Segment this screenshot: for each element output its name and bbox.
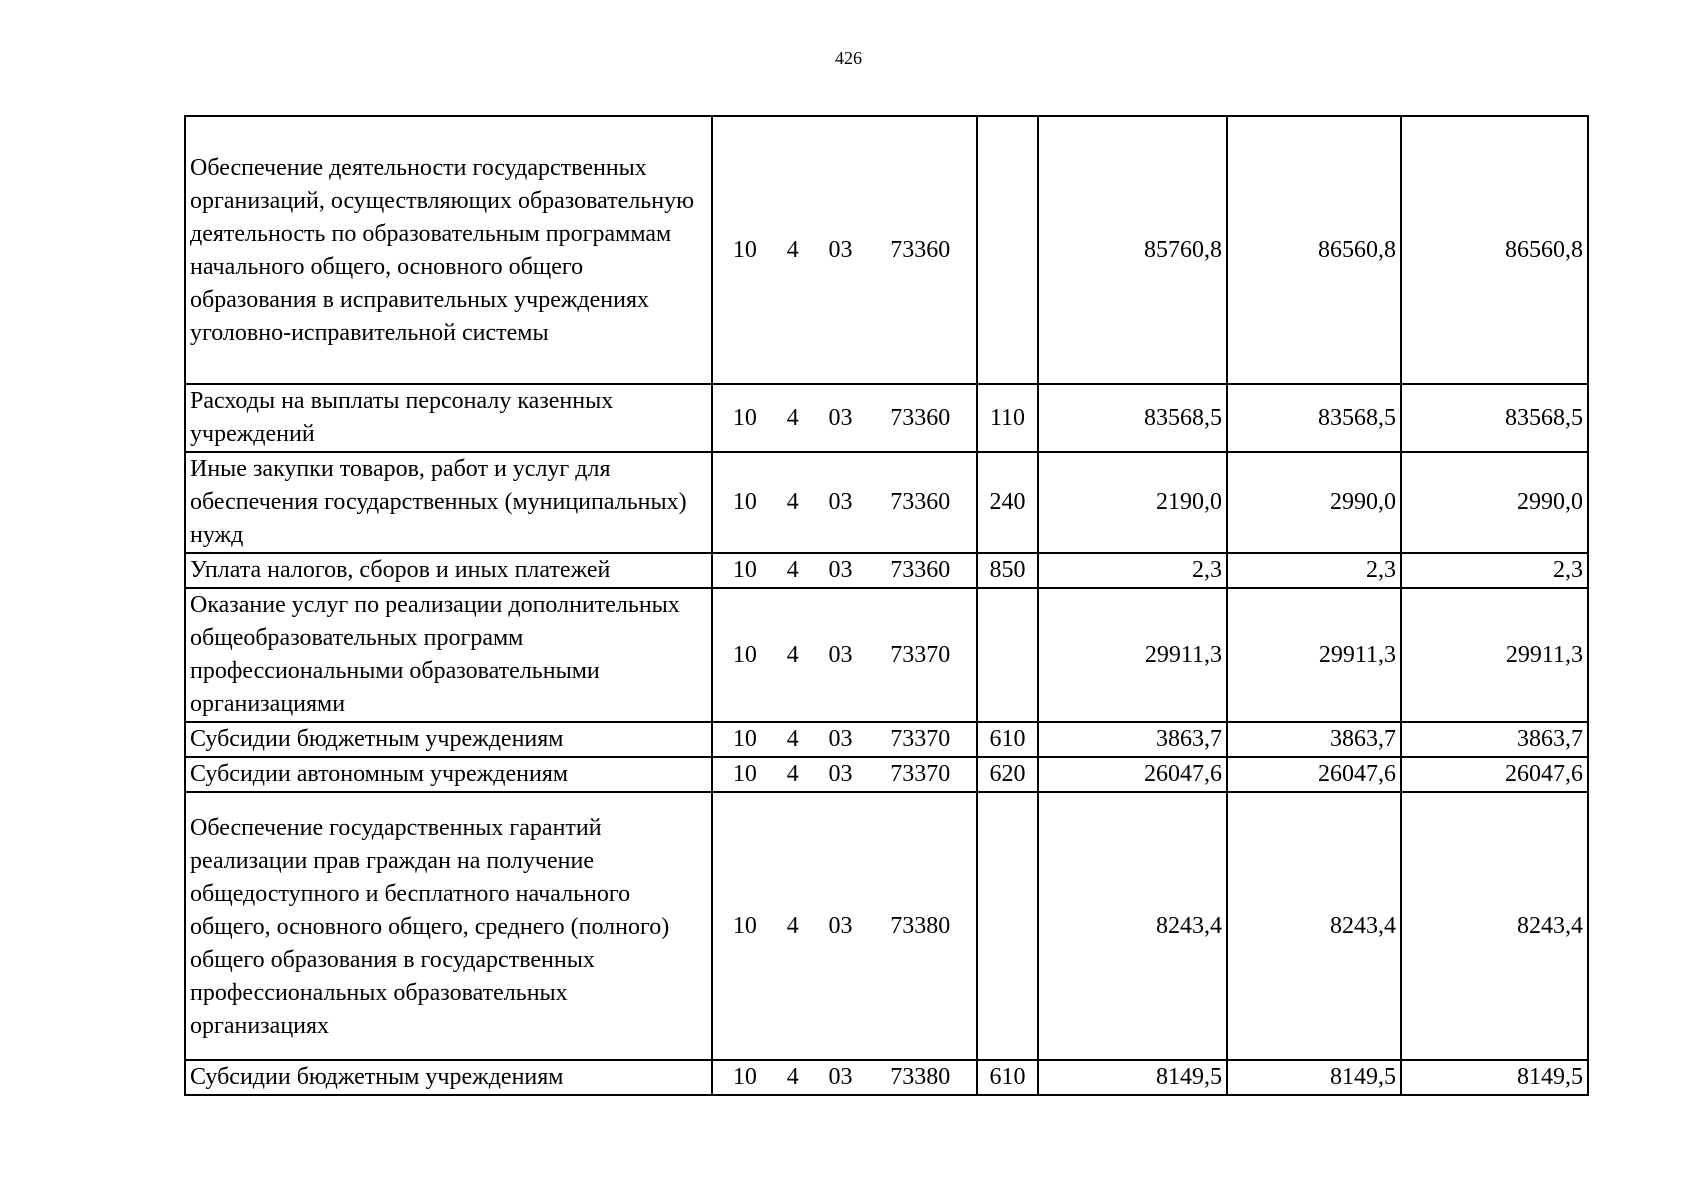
amount-3: 2,3: [1401, 553, 1588, 588]
code-razdel: 10: [732, 912, 757, 939]
amount-3: 26047,6: [1401, 757, 1588, 792]
row-name: Иные закупки товаров, работ и услуг для обеспечения государственных (муниципальных) нужд: [185, 452, 712, 553]
budget-table: [184, 115, 1589, 1096]
code-sub: 03: [828, 761, 853, 787]
table-row: [185, 452, 1588, 553]
code-sub: 03: [828, 557, 853, 583]
table-row: [185, 1060, 1588, 1095]
amount-3: 8149,5: [1401, 1060, 1588, 1095]
code-expense-type: 240: [977, 452, 1038, 553]
code-razdel: 10: [732, 557, 757, 583]
code-razdel: 10: [732, 1064, 757, 1090]
code-target: 73360: [890, 236, 951, 263]
row-codes: [712, 553, 977, 588]
row-codes: [712, 384, 977, 452]
code-target: 73360: [890, 557, 951, 583]
row-codes: [712, 722, 977, 757]
row-name: Субсидии автономным учреждениям: [185, 757, 712, 792]
table-row: [185, 792, 1588, 1060]
code-podrazdel: 4: [786, 912, 799, 939]
code-target: 73370: [890, 761, 951, 787]
amount-1: 2,3: [1038, 553, 1227, 588]
amount-1: 3863,7: [1038, 722, 1227, 757]
amount-2: 26047,6: [1227, 757, 1401, 792]
code-podrazdel: 4: [786, 236, 799, 263]
amount-1: 8243,4: [1038, 792, 1227, 1060]
code-target: 73370: [890, 641, 951, 668]
table-row: [185, 757, 1588, 792]
code-expense-type: 610: [977, 722, 1038, 757]
code-razdel: 10: [732, 404, 757, 431]
code-razdel: 10: [732, 726, 757, 752]
row-name: Субсидии бюджетным учреждениям: [185, 722, 712, 757]
code-sub: 03: [828, 912, 853, 939]
amount-3: 2990,0: [1401, 452, 1588, 553]
code-target: 73360: [890, 489, 951, 515]
code-sub: 03: [828, 726, 853, 752]
code-podrazdel: 4: [786, 1064, 799, 1090]
row-name: Оказание услуг по реализации дополнительных общеобразовательных программ профессиональными образовательными организациями: [185, 588, 712, 722]
amount-2: 8149,5: [1227, 1060, 1401, 1095]
row-codes: [712, 792, 977, 1060]
amount-2: 2990,0: [1227, 452, 1401, 553]
amount-1: 2190,0: [1038, 452, 1227, 553]
code-target: 73380: [890, 1064, 951, 1090]
table-row: [185, 553, 1588, 588]
code-razdel: 10: [732, 489, 757, 515]
row-name: Обеспечение государственных гарантий реализации прав граждан на получение общедоступного и бесплатного начального общего, основного общего, среднего (полного) общего образования в государственных профессиональных образовательных организациях: [185, 792, 712, 1060]
amount-1: 8149,5: [1038, 1060, 1227, 1095]
code-podrazdel: 4: [786, 641, 799, 668]
amount-1: 83568,5: [1038, 384, 1227, 452]
amount-3: 29911,3: [1401, 588, 1588, 722]
row-codes: [712, 1060, 977, 1095]
code-podrazdel: 4: [786, 489, 799, 515]
row-name: Обеспечение деятельности государственных организаций, осуществляющих образовательную деятельность по образовательным программам начального общего, основного общего образования в исправительных учреждениях уголовно-исправительной системы: [185, 116, 712, 384]
row-name: Уплата налогов, сборов и иных платежей: [185, 553, 712, 588]
code-target: 73370: [890, 726, 951, 752]
table-row: [185, 116, 1588, 384]
code-sub: 03: [828, 236, 853, 263]
code-sub: 03: [828, 489, 853, 515]
amount-3: 3863,7: [1401, 722, 1588, 757]
table-row: [185, 722, 1588, 757]
code-expense-type: [977, 116, 1038, 384]
amount-2: 86560,8: [1227, 116, 1401, 384]
code-podrazdel: 4: [786, 726, 799, 752]
code-target: 73380: [890, 912, 951, 939]
amount-1: 26047,6: [1038, 757, 1227, 792]
code-expense-type: 850: [977, 553, 1038, 588]
code-podrazdel: 4: [786, 761, 799, 787]
amount-1: 85760,8: [1038, 116, 1227, 384]
code-podrazdel: 4: [786, 557, 799, 583]
code-expense-type: 110: [977, 384, 1038, 452]
code-razdel: 10: [732, 641, 757, 668]
code-razdel: 10: [732, 236, 757, 263]
amount-1: 29911,3: [1038, 588, 1227, 722]
code-razdel: 10: [732, 761, 757, 787]
table-row: [185, 588, 1588, 722]
row-codes: [712, 757, 977, 792]
row-name: Расходы на выплаты персоналу казенных учреждений: [185, 384, 712, 452]
amount-2: 83568,5: [1227, 384, 1401, 452]
code-expense-type: [977, 792, 1038, 1060]
code-sub: 03: [828, 1064, 853, 1090]
page-number: 426: [835, 48, 862, 68]
amount-2: 2,3: [1227, 553, 1401, 588]
code-expense-type: 620: [977, 757, 1038, 792]
row-codes: [712, 588, 977, 722]
amount-2: 29911,3: [1227, 588, 1401, 722]
row-codes: [712, 452, 977, 553]
amount-3: 8243,4: [1401, 792, 1588, 1060]
table-row: [185, 384, 1588, 452]
code-expense-type: 610: [977, 1060, 1038, 1095]
code-sub: 03: [828, 641, 853, 668]
amount-3: 83568,5: [1401, 384, 1588, 452]
code-sub: 03: [828, 404, 853, 431]
code-podrazdel: 4: [786, 404, 799, 431]
amount-3: 86560,8: [1401, 116, 1588, 384]
code-expense-type: [977, 588, 1038, 722]
code-target: 73360: [890, 404, 951, 431]
row-name: Субсидии бюджетным учреждениям: [185, 1060, 712, 1095]
row-codes: [712, 116, 977, 384]
amount-2: 3863,7: [1227, 722, 1401, 757]
amount-2: 8243,4: [1227, 792, 1401, 1060]
